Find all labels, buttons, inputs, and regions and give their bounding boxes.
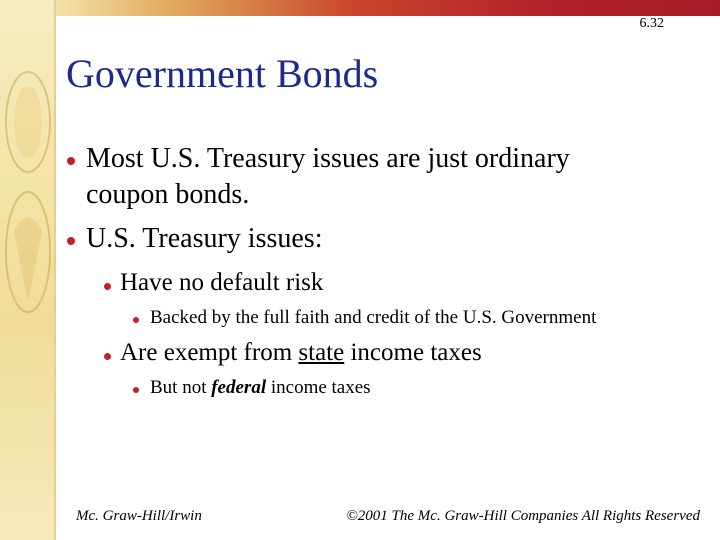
bullet-item-1-line-1: Most U.S. Treasury issues are just ordinary xyxy=(86,143,570,174)
bullet-item-2-1-1: Backed by the full faith and credit of the U.S. Government xyxy=(150,307,597,328)
slide-title: Government Bonds xyxy=(66,51,379,96)
bullet-item-2-2-1-text-post: income taxes xyxy=(266,377,371,398)
bullet-dot-icon xyxy=(104,353,111,360)
bullet-item-2: U.S. Treasury issues: xyxy=(86,223,323,254)
bullet-dot-icon xyxy=(104,283,111,290)
bullet-dot-icon xyxy=(67,157,75,165)
footer-publisher: Mc. Graw-Hill/Irwin xyxy=(76,508,202,524)
bullet-item-2-2 xyxy=(120,338,482,368)
bullet-dot-icon xyxy=(133,387,139,393)
bullet-item-2-2-text-pre: Are exempt from xyxy=(120,339,299,366)
footer-copyright: ©2001 The Mc. Graw-Hill Companies All Rights Reserved xyxy=(346,508,700,524)
bullet-item-2-1: Have no default risk xyxy=(120,269,324,296)
left-decorative-band xyxy=(0,0,56,540)
bullet-dot-icon xyxy=(133,317,139,323)
coin-watermark-icon xyxy=(4,62,52,332)
bullet-dot-icon xyxy=(67,237,75,245)
bullet-item-2-2-1 xyxy=(150,377,371,400)
bullet-item-2-2-1-text-pre: But not xyxy=(150,377,212,398)
top-decorative-bar xyxy=(56,0,720,16)
bullet-item-2-2-1-emphasis: federal xyxy=(211,377,267,398)
slide-number: 6.32 xyxy=(639,16,664,31)
bullet-item-2-2-text-post: income taxes xyxy=(344,339,482,366)
bullet-item-2-2-underlined-word: state xyxy=(298,339,345,366)
bullet-item-1-line-2: coupon bonds. xyxy=(86,179,250,210)
